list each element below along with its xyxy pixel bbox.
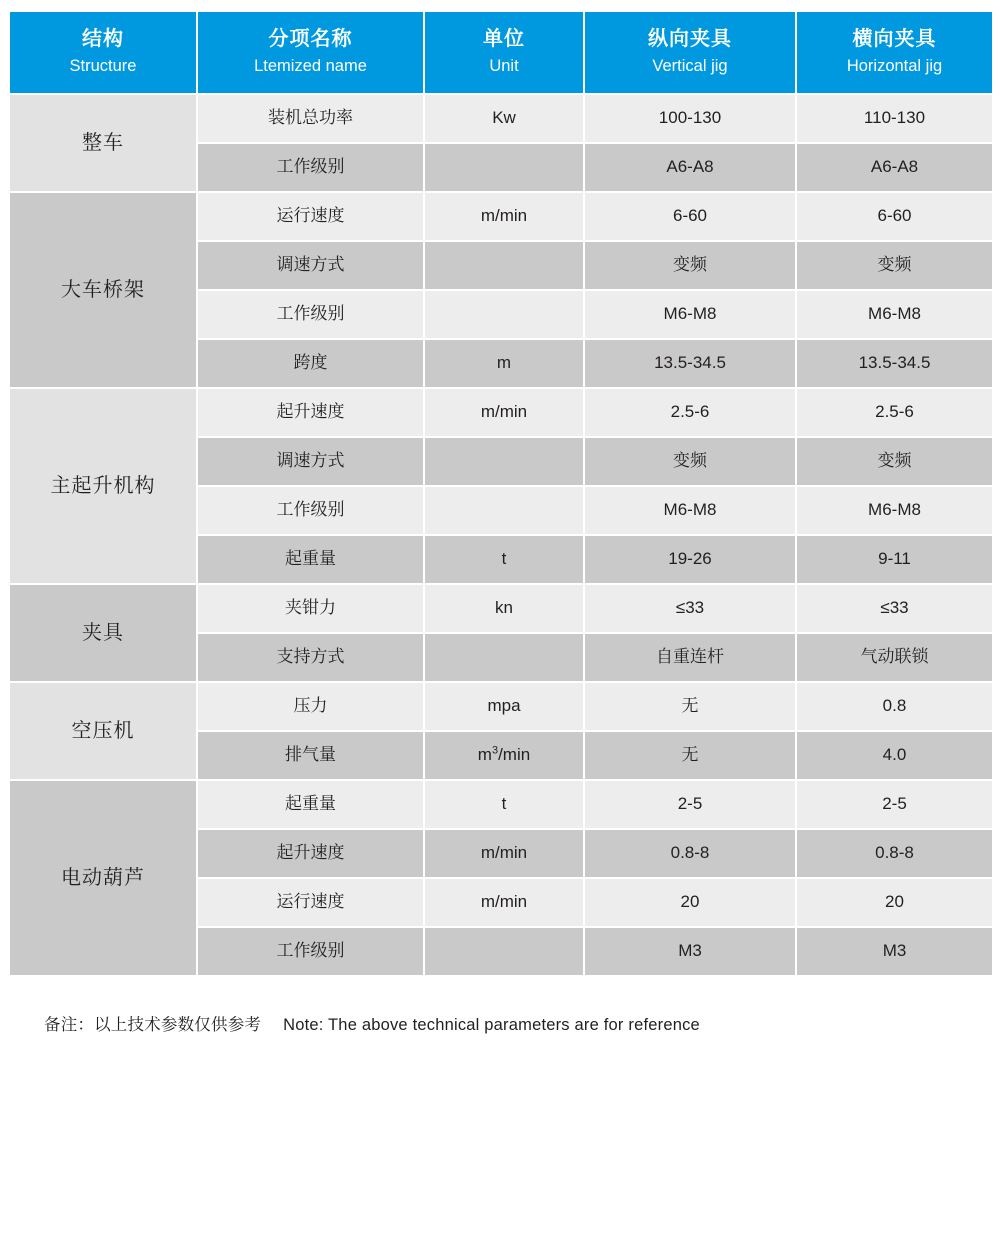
vertical-jig-value-cell: 无 <box>585 683 795 730</box>
item-name-cell: 工作级别 <box>198 487 423 534</box>
column-header-structure-en: Structure <box>69 57 137 75</box>
table-row <box>10 95 992 142</box>
table-note-cn: 备注：以上技术参数仅供参考 <box>44 1015 262 1034</box>
unit-cell: m/min <box>425 830 583 877</box>
item-name-cell: 跨度 <box>198 340 423 387</box>
unit-cell <box>425 291 583 338</box>
unit-cell: $m^3/\min$ <box>425 732 583 779</box>
column-header-structure-cn: 结构 <box>82 28 124 50</box>
column-header-horizontal-jig <box>797 12 992 93</box>
unit-cell: m/min <box>425 879 583 926</box>
horizontal-jig-value-cell: 2.5-6 <box>797 389 992 436</box>
vertical-jig-value-cell: 19-26 <box>585 536 795 583</box>
vertical-jig-value-cell: M3 <box>585 928 795 975</box>
item-name-cell: 运行速度 <box>198 193 423 240</box>
item-name-cell: 起升速度 <box>198 830 423 877</box>
item-name-cell: 调速方式 <box>198 242 423 289</box>
column-header-unit <box>425 12 583 93</box>
structure-cell: 夹具 <box>10 585 196 681</box>
vertical-jig-value-cell: M6-M8 <box>585 487 795 534</box>
vertical-jig-value-cell: M6-M8 <box>585 291 795 338</box>
table-row <box>10 389 992 436</box>
vertical-jig-value-cell: A6-A8 <box>585 144 795 191</box>
unit-cell: m/min <box>425 389 583 436</box>
unit-cell <box>425 438 583 485</box>
structure-cell: 大车桥架 <box>10 193 196 387</box>
column-header-vertical-jig-en: Vertical jig <box>652 57 728 75</box>
vertical-jig-value-cell: 20 <box>585 879 795 926</box>
unit-cell <box>425 242 583 289</box>
item-name-cell: 装机总功率 <box>198 95 423 142</box>
unit-cell: Kw <box>425 95 583 142</box>
structure-cell: 整车 <box>10 95 196 191</box>
item-name-cell: 夹钳力 <box>198 585 423 632</box>
horizontal-jig-value-cell: 0.8-8 <box>797 830 992 877</box>
column-header-vertical-jig <box>585 12 795 93</box>
unit-cell: kn <box>425 585 583 632</box>
item-name-cell: 工作级别 <box>198 291 423 338</box>
column-header-itemized-name-en: Ltemized name <box>254 57 367 75</box>
unit-cell: t <box>425 781 583 828</box>
item-name-cell: 压力 <box>198 683 423 730</box>
vertical-jig-value-cell: 2-5 <box>585 781 795 828</box>
item-name-cell: 工作级别 <box>198 928 423 975</box>
vertical-jig-value-cell: 2.5-6 <box>585 389 795 436</box>
item-name-cell: 起重量 <box>198 781 423 828</box>
vertical-jig-value-cell: 变频 <box>585 438 795 485</box>
unit-cell: mpa <box>425 683 583 730</box>
horizontal-jig-value-cell: M3 <box>797 928 992 975</box>
table-row <box>10 683 992 730</box>
item-name-cell: 运行速度 <box>198 879 423 926</box>
unit-cell <box>425 928 583 975</box>
horizontal-jig-value-cell: 4.0 <box>797 732 992 779</box>
item-name-cell: 排气量 <box>198 732 423 779</box>
structure-cell: 主起升机构 <box>10 389 196 583</box>
item-name-cell: 支持方式 <box>198 634 423 681</box>
unit-cell: m <box>425 340 583 387</box>
vertical-jig-value-cell: 6-60 <box>585 193 795 240</box>
unit-cell: t <box>425 536 583 583</box>
horizontal-jig-value-cell: 变频 <box>797 242 992 289</box>
horizontal-jig-value-cell: M6-M8 <box>797 291 992 338</box>
column-header-vertical-jig-cn: 纵向夹具 <box>648 28 732 50</box>
item-name-cell: 调速方式 <box>198 438 423 485</box>
column-header-unit-cn: 单位 <box>483 28 525 50</box>
unit-cell <box>425 487 583 534</box>
vertical-jig-value-cell: 自重连杆 <box>585 634 795 681</box>
horizontal-jig-value-cell: ≤33 <box>797 585 992 632</box>
column-header-structure <box>10 12 196 93</box>
vertical-jig-value-cell: 13.5-34.5 <box>585 340 795 387</box>
table-row <box>10 781 992 828</box>
specification-table <box>8 10 994 977</box>
horizontal-jig-value-cell: 6-60 <box>797 193 992 240</box>
horizontal-jig-value-cell: 110-130 <box>797 95 992 142</box>
column-header-itemized-name <box>198 12 423 93</box>
horizontal-jig-value-cell: 9-11 <box>797 536 992 583</box>
table-header <box>10 12 992 93</box>
vertical-jig-value-cell: 无 <box>585 732 795 779</box>
horizontal-jig-value-cell: 气动联锁 <box>797 634 992 681</box>
unit-cell <box>425 144 583 191</box>
vertical-jig-value-cell: 0.8-8 <box>585 830 795 877</box>
horizontal-jig-value-cell: 2-5 <box>797 781 992 828</box>
item-name-cell: 工作级别 <box>198 144 423 191</box>
column-header-horizontal-jig-en: Horizontal jig <box>846 57 943 75</box>
horizontal-jig-value-cell: 20 <box>797 879 992 926</box>
column-header-horizontal-jig-cn: 横向夹具 <box>852 28 937 50</box>
table-row <box>10 585 992 632</box>
unit-cell: m/min <box>425 193 583 240</box>
table-body <box>10 95 992 975</box>
column-header-unit-en: Unit <box>489 57 519 75</box>
table-note-en: Note: The above technical parameters are for reference <box>283 1015 700 1034</box>
unit-cell <box>425 634 583 681</box>
item-name-cell: 起重量 <box>198 536 423 583</box>
horizontal-jig-value-cell: 变频 <box>797 438 992 485</box>
horizontal-jig-value-cell: 0.8 <box>797 683 992 730</box>
horizontal-jig-value-cell: 13.5-34.5 <box>797 340 992 387</box>
vertical-jig-value-cell: 变频 <box>585 242 795 289</box>
horizontal-jig-value-cell: A6-A8 <box>797 144 992 191</box>
horizontal-jig-value-cell: M6-M8 <box>797 487 992 534</box>
item-name-cell: 起升速度 <box>198 389 423 436</box>
structure-cell: 空压机 <box>10 683 196 779</box>
vertical-jig-value-cell: ≤33 <box>585 585 795 632</box>
table-note <box>44 1011 992 1035</box>
table-header-row <box>10 12 992 93</box>
structure-cell: 电动葫芦 <box>10 781 196 975</box>
vertical-jig-value-cell: 100-130 <box>585 95 795 142</box>
table-row <box>10 193 992 240</box>
column-header-itemized-name-cn: 分项名称 <box>268 28 353 50</box>
